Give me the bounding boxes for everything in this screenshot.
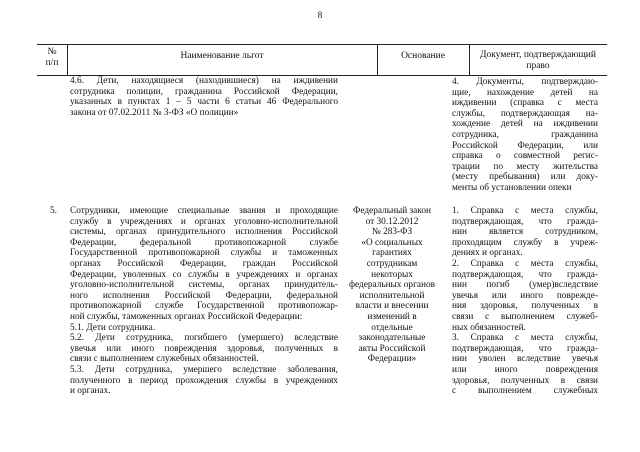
text-line: увечья или иного повреждения здоровья, полученных в (70, 343, 338, 354)
row-5-benefit (70, 206, 338, 397)
text-line: проходящим службу в учреж- (452, 237, 598, 248)
text-line: ного исполнения Российской Федерации, федеральной (70, 290, 338, 301)
text-line: 3. Справка с места службы, (452, 333, 598, 344)
text-line: некоторых (371, 269, 413, 280)
text-line: Сотрудники, имеющие специальные звания и проходящие (70, 206, 338, 216)
text-line: Российской Федерации, или (452, 140, 598, 151)
text-line: изменений в (367, 311, 417, 322)
text-line: 2. Справка с места службы, (452, 258, 598, 269)
text-line: связи с выполнением служебных обязанностей. (70, 354, 259, 365)
text-line: иждивении (справка с места (452, 98, 598, 109)
page-number: 8 (317, 10, 323, 20)
text-line: связи с выполнением служеб- (452, 311, 598, 322)
text-line: щие, нахождение детей на (452, 87, 598, 98)
text-line: увечья или иного поврежде- (452, 290, 598, 301)
text-line: 4. Документы, подтверждаю- (452, 77, 598, 87)
row-4-6-benefit (70, 76, 338, 118)
text-line: федеральных органов (348, 280, 436, 291)
row-4-6-document (452, 77, 598, 194)
text-line: системы, органах принудительного исполнения Российской (70, 227, 338, 238)
text-line: акты Российской (358, 343, 426, 354)
text-line: сотрудника полиции, гражданина Российской Федерации, (70, 86, 338, 97)
text-line: ных обязанностей. (452, 322, 526, 333)
text-line: (месту пребывания) или доку- (452, 172, 598, 183)
text-line: закона от 07.02.2011 № 3-ФЗ «О полиции» (70, 107, 239, 118)
text-line: власти и внесении (355, 301, 429, 312)
text-line: органах Российской Федерации, граждан Российской (70, 258, 338, 269)
text-line: подтверждающая, что гражда- (452, 269, 598, 280)
text-line: законодательные (358, 333, 426, 344)
text-line: менты об установлении опеки (452, 182, 572, 193)
text-line: исполнительной (359, 290, 425, 301)
row-5-basis (346, 206, 438, 365)
text-line: Государственной противопожарной службы и таможенных (70, 248, 338, 259)
text-line: уголовно-исполнительной системы, органах принудитель- (70, 280, 338, 291)
text-line: сотрудникам (366, 258, 418, 269)
text-line: 4.6. Дети, находящиеся (находившиеся) на иждивении (70, 76, 338, 86)
text-line: нин уволен вследствие увечья (452, 354, 598, 365)
text-line: ной службы, таможенных органах Российской Федерации: (70, 311, 303, 322)
text-line: Федеральный закон (353, 206, 431, 216)
text-line: службу в учреждениях и органах уголовно-исполнительной (70, 216, 338, 227)
text-line: от 30.12.2012 (365, 216, 419, 227)
text-line: нин погиб (умер)вследствие (452, 280, 598, 291)
row-5-document (452, 206, 598, 397)
header-document: Документ, подтверждающий право (480, 50, 596, 71)
text-line: «О социальных (361, 237, 423, 248)
text-line: подтверждающая, что гражда- (452, 343, 598, 354)
text-line: или иного повреждения (452, 364, 598, 375)
text-line: 5.2. Дети сотрудника, погибшего (умершего) вследствие (70, 333, 338, 344)
text-line: подтверждающая, что граждa- (452, 216, 598, 227)
header-num: № п/п (45, 47, 59, 68)
text-line: указанных в пунктах 1 – 5 части 6 статьи 46 Федерального (70, 97, 338, 108)
text-line: отдельные (371, 322, 413, 333)
text-line: противопожарной службе Государственной противопожар- (70, 301, 338, 312)
text-line: 5.3. Дети сотрудника, умершего вследствие заболевания, (70, 364, 338, 375)
header-basis: Основание (401, 51, 445, 61)
text-line: службы, подтверждающая на- (452, 108, 598, 119)
text-line: дениях и органах. (452, 248, 523, 259)
text-line: сотрудника, гражданина (452, 129, 598, 140)
text-line: трации по месту жительства (452, 161, 598, 172)
text-line: полученного в период прохождения службы в учреждениях (70, 375, 338, 386)
row-5-number: 5. (50, 206, 57, 216)
text-line: 1. Справка с места службы, (452, 206, 598, 216)
text-line: хождение детей на иждивении (452, 119, 598, 130)
text-line: 5.1. Дети сотрудника. (70, 322, 156, 333)
table-header (37, 44, 607, 76)
text-line: гарантиях (372, 248, 412, 259)
header-benefit-name: Наименование льгот (180, 51, 264, 61)
text-line: и органах. (70, 386, 111, 397)
text-line: с выполнением служебных (452, 386, 598, 397)
text-line: № 283-ФЗ (371, 227, 413, 238)
text-line: здоровья, полученных в связи (452, 375, 598, 386)
text-line: Федерации» (367, 354, 417, 365)
text-line: ния здоровья, полученных в (452, 301, 598, 312)
text-line: Федерации, федеральной противопожарной службе (70, 237, 338, 248)
text-line: Федерации, уволенных со службы в учреждениях и органах (70, 269, 338, 280)
text-line: нин является сотрудником, (452, 227, 598, 238)
text-line: справка о совместной регис- (452, 151, 598, 162)
